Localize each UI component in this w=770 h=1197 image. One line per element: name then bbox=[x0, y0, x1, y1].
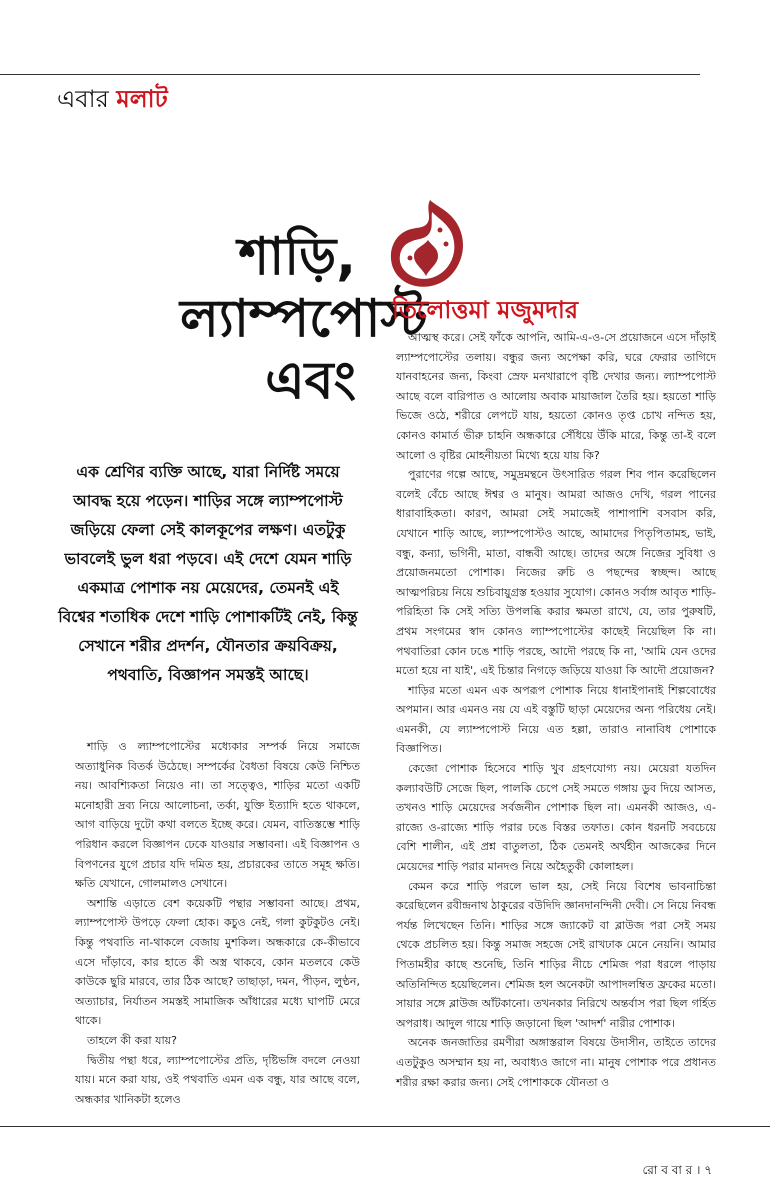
paisley-dot-2 bbox=[444, 242, 449, 247]
body-paragraph: কেমন করে শাড়ি পরলে ভাল হয়, সেই নিয়ে বিশেষ ভাবনাচিন্তা করেছিলেন রবীন্দ্রনাথ ঠাকুরের বউদিদি জ্ঞানদানন্দিনী দেবী। সে নিয়ে নিবন্ধ পর্যন্ত লিখেছেন তিনি। শাড়ির সঙ্গে জ্যাকেট বা ব্লাউজ পরা সেই সময় থেকে প্রচলিত হয়। কিন্তু সমাজ সহজে সেই রাখঢাক মেনে নেয়নি। আমার পিতামহীর কাছে শুনেছি, তিনি শাড়ির নীচে শেমিজ পরা ধরলে পাড়ায় অতিনিন্দিত হয়েছিলেন। শেমিজ হল অনেকটা আপাদলম্বিত ফ্রকের মতো। সায়ার সঙ্গে ব্লাউজ আঁটকানো। তখনকার নিরিখে অন্তর্বাস পরা ছিল গর্হিত অপরাধ। আদুল গায়ে শাড়ি জড়ানো ছিল 'আদর্শ' নারীর পোশাক। bbox=[396, 879, 716, 1030]
paisley-motif-icon bbox=[378, 196, 474, 292]
body-paragraph: কেজো পোশাক হিসেবে শাড়ি খুব গ্রহণযোগ্য নয়। মেয়েরা যতদিন কল্যাবউটি সেজে ছিল, পালকি চেপে সেই সমতে গঙ্গায় ডুব দিয়ে আসত, তখনও শাড়ি মেয়েদের সর্বজনীন পোশাক ছিল না। এমনকী আজও, এ-রাজ্যে ও-রাজ্যে শাড়ি পরার ঢঙে বিস্তর তফাত। কোন ধরনটি সবচেয়ে বেশি শালীন, এই প্রশ্ন বাতুলতা, ঠিক তেমনই অর্থহীন আজকের দিনে মেয়েদের শাড়ি পরার মানদণ্ড নিয়ে অহৈতুকী কোলাহল। bbox=[396, 762, 716, 874]
bottom-rule bbox=[0, 1126, 770, 1127]
body-column-left bbox=[75, 737, 360, 1109]
section-label bbox=[57, 84, 168, 114]
body-paragraph: শাড়ির মতো এমন এক অপরূপ পোশাক নিয়ে ধানাইপানাই শিল্পবোধের অপমান। আর এমনও নয় যে এই বস্তুটি ছাড়া মেয়েদের অন্য পরিধেয় নেই। এমনকী, যে ল্যাম্পপোস্ট নিয়ে এত হল্লা, তারাও নানাবিধ পোশাকে বিজ্ঞাপিত। bbox=[396, 683, 716, 756]
section-label-accent: মলাট bbox=[116, 85, 168, 113]
body-paragraph: পুরাণের গল্পে আছে, সমুদ্রমন্থনে উৎসারিত গরল শিব পান করেছিলেন বলেই বেঁচে আছে ঈশ্বর ও মানুষ। আমরা আজও দেখি, গরল পানের ধারাবাহিকতা। কারণ, আমরা সেই সমাজেই পাশাপাশি বসবাস করি, যেখানে শাড়ি আছে, ল্যাম্পপোস্টও আছে, আমাদের পিতৃপিতামহ, ভাই, বন্ধু, কন্যা, ভগিনী, মাতা, বান্ধবী আছে। তাদের অঙ্গে নিজের সুবিধা ও প্রয়োজনমতো পোশাক। নিজের রুচি ও পছন্দের স্বচ্ছন্দ। আছে আত্মপরিচয় নিয়ে শুচিবায়ুগ্রস্ত হওয়ার সুযোগ। কোনও সর্বাঙ্গ আবৃত শাড়ি-পরিহিতা কি সেই সত্যি উপলব্ধি করার ক্ষমতা রাখে, যে, তার পুরুষটি, প্রথম সংগমের স্বাদ কোনও ল্যাম্পপোস্টের কাছেই নিয়েছিল কি না। পথবাতিরা কোন ঢঙে শাড়ি পরছে, আদৌ পরছে কি না, 'আমি যেন ওদের মতো হয়ে না যাই', এই চিন্তার নিগড়ে জড়িয়ে যাওয়া কি আদৌ প্রয়োজন? bbox=[396, 468, 716, 678]
author-byline: তিলোত্তমা মজুমদার bbox=[392, 296, 579, 324]
body-paragraph: অনেক জনজাতির রমণীরা অঙ্গাস্তরাল বিষয়ে উদাসীন, তাইতে তাদের এতটুকুও অসম্মান হয় না, অবাধ্যও জাগে না। মানুষ পোশাক পরে প্রধানত শরীর রক্ষা করার জন্য। সেই পোশাককে যৌনতা ও bbox=[396, 1036, 716, 1089]
paisley-dot-1 bbox=[438, 228, 443, 233]
lead-paragraph: এক শ্রেণির ব্যক্তি আছে, যারা নির্দিষ্ট সময়ে আবদ্ধ হয়ে পড়েন। শাড়ির সঙ্গে ল্যাম্পপোস্ট জড়িয়ে ফেলা সেই কালকূপের লক্ষণ। এতটুকু ভাবলেই ভুল ধরা পড়বে। এই দেশে যেমন শাড়ি একমাত্র পোশাক নয় মেয়েদের, তেমনই এই বিশ্বের শতাধিক দেশে শাড়ি পোশাকটিই নেই, কিন্তু সেখানে শরীর প্রদর্শন, যৌনতার ক্রয়বিক্রয়, পথবাতি, বিজ্ঞাপন সমস্তই আছে। bbox=[58, 463, 358, 684]
paisley-dot-3 bbox=[408, 256, 413, 261]
body-paragraph: অশান্তি এড়াতে বেশ কয়েকটি পন্থার সম্ভাবনা আছে। প্রথম, ল্যাম্পপোস্ট উপড়ে ফেলা হোক। কচুও নেই, গলা কুটকুটও নেই। কিন্তু পথবাতি না-থাকলে বেজায় মুশকিল। অন্ধকারে কে-কীভাবে এসে দাঁড়াবে, কার হাতে কী অস্ত্র থাকবে, কোন মতলবে কেউ কাউকে ছুরি মারবে, তার ঠিক আছে? তাছাড়া, দমন, পীড়ন, লুণ্ঠন, অত্যাচার, নির্যাতন সমস্তই সামাজিক আঁধারের মধ্যে ঘাপটি মেরে থাকে। bbox=[75, 896, 360, 1028]
body-column-right bbox=[396, 328, 716, 1092]
body-paragraph: দ্বিতীয় পন্থা ধরে, ল্যাম্পপোস্টের প্রতি, দৃষ্টিভঙ্গি বদলে নেওয়া যায়। মনে করা যায়, ওই পথবাতি এমন এক বন্ধু, যার আছে বলে, অন্ধকার খানিকটা হলেও bbox=[75, 1053, 360, 1106]
top-rule bbox=[0, 74, 700, 75]
section-label-prefix: এবার bbox=[57, 85, 109, 113]
headline: শাড়ি, ল্যাম্পপোস্ট এবং bbox=[180, 227, 428, 411]
body-paragraph: শাড়ি ও ল্যাম্পপোস্টের মধ্যেকার সম্পর্ক নিয়ে সমাজে অত্যাধুনিক বিতর্ক উঠেছে। সম্পর্কের বৈধতা বিষয়ে কেউ নিশ্চিত নয়। আবশ্যিকতা নিয়েও না। তা সত্ত্বেও, শাড়ির মতো একটি মনোহারী দ্রব্য নিয়ে আলোচনা, তর্কা, যুক্তি ইত্যাদি হতে থাকলে, আগ বাড়িয়ে দুটো কথা বলতে ইচ্ছে করে। যেমন, বাতিস্তম্ভে শাড়ি পরিধান করলে বিজ্ঞাপন ঢেকে যাওয়ার সম্ভাবনা। এই বিজ্ঞাপন ও বিপণনের যুগে প্রচার যদি দমিত হয়, প্রচারকের তাতে সমূহ ক্ষতি। ক্ষতি যেখানে, গোলমালও সেখানে। bbox=[75, 740, 360, 891]
body-paragraph: আত্মস্থ করে। সেই ফাঁকে আপনি, আমি-এ-ও-সে প্রয়োজনে এসে দাঁড়াই ল্যাম্পপোস্টের তলায়। বন্ধুর জন্য অপেক্ষা করি, ঘরে ফেরার তাগিদে যানবাহনের জন্য, কিংবা স্রেফ মনখারাপে বৃষ্টি দেখার জন্য। ল্যাম্পপোস্ট আছে বলে বারিপাত ও আলোয় অবাক মায়াজাল তৈরি হয়। হয়তো শাড়ি ভিজে ওঠে, শরীরে লেপটে যায়, হয়তো কোনও তৃপ্ত চোখ নন্দিত হয়, কোনও কামার্ত ভীরু চাহনি অন্ধকারে সেঁধিয়ে উঁকি মারে, কিন্তু তা-ই বলে আলো ও বৃষ্টির মোহনীয়তা মিথ্যে হয়ে যায় কি? bbox=[396, 331, 716, 462]
page-number: রো ব বা র । ৭ bbox=[642, 1163, 712, 1177]
body-paragraph: তাহলে কী করা যায়? bbox=[87, 1033, 177, 1047]
